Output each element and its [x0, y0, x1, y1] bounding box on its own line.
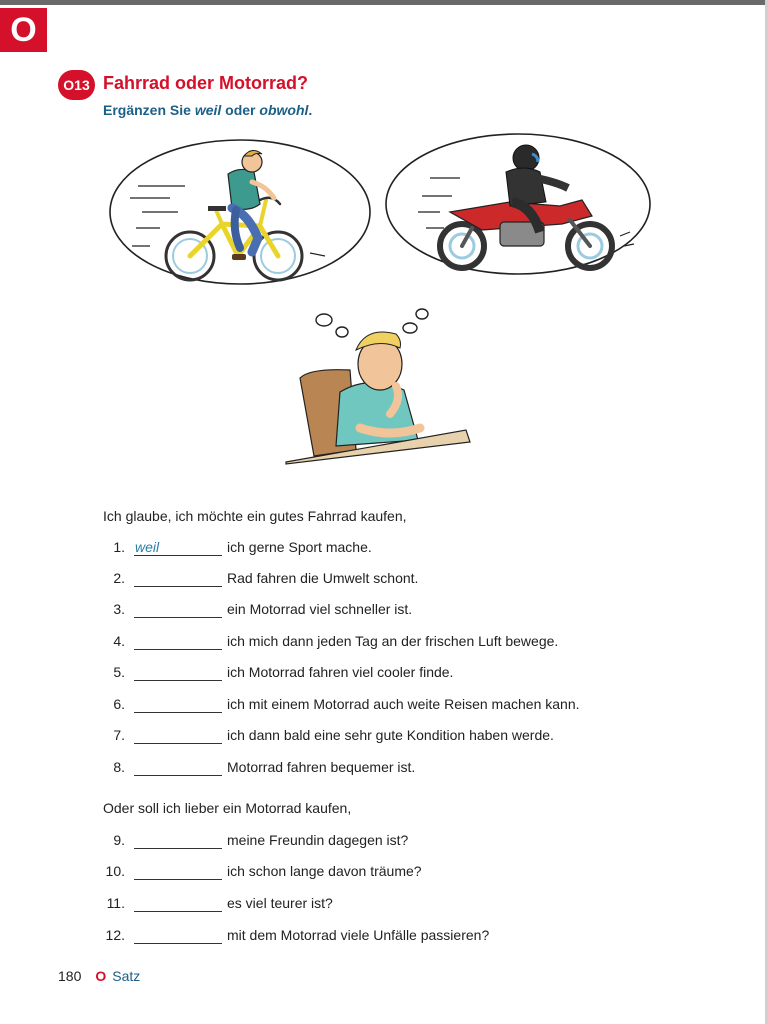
item-text: Rad fahren die Umwelt schont. — [227, 570, 419, 586]
answer-blank[interactable] — [134, 863, 222, 880]
answer-blank[interactable] — [134, 727, 222, 744]
illustration — [100, 128, 660, 478]
instruction-word-obwohl: obwohl — [259, 102, 309, 118]
answer-blank[interactable] — [134, 633, 222, 650]
instruction-suffix: . — [308, 102, 313, 118]
item-text: ich gerne Sport mache. — [227, 539, 372, 555]
answer-blank[interactable] — [134, 696, 222, 713]
footer-section: Satz — [112, 968, 141, 984]
item-number: 1. — [113, 539, 125, 555]
item-text: es viel teurer ist? — [227, 895, 333, 911]
answer-blank[interactable]: weil — [134, 539, 222, 556]
item-number: 12. — [105, 927, 125, 943]
exercise-item — [103, 832, 663, 854]
item-number: 9. — [113, 832, 125, 848]
exercise-item — [103, 759, 663, 781]
page-footer — [58, 968, 140, 984]
exercise-title: Fahrrad oder Motorrad? — [103, 73, 309, 93]
answer-blank[interactable] — [134, 895, 222, 912]
exercise-item — [103, 895, 663, 917]
exercise-number-badge: O13 — [58, 70, 95, 100]
item-number: 2. — [113, 570, 125, 586]
item-number: 5. — [113, 664, 125, 680]
item-text: mit dem Motorrad viele Unfälle passieren? — [227, 927, 490, 943]
exercise-item — [103, 727, 663, 749]
exercise-item — [103, 927, 663, 949]
answer-blank[interactable] — [134, 927, 222, 944]
group1-intro: Ich glaube, ich möchte ein gutes Fahrrad kaufen, — [103, 508, 407, 524]
instruction-word-weil: weil — [194, 102, 222, 118]
exercise-item — [103, 863, 663, 885]
exercise-instruction — [103, 102, 312, 118]
item-number: 3. — [113, 601, 125, 617]
answer-blank[interactable] — [134, 759, 222, 776]
exercise-item — [103, 696, 663, 718]
answer-blank[interactable] — [134, 832, 222, 849]
item-number: 7. — [113, 727, 125, 743]
exercise-item — [103, 633, 663, 655]
page-number: 180 — [58, 968, 82, 984]
item-number: 4. — [113, 633, 125, 649]
exercise-item — [103, 539, 663, 561]
item-text: ich schon lange davon träume? — [227, 863, 422, 879]
instruction-mid: oder — [221, 102, 260, 118]
motorbike-thought-bubble — [386, 134, 650, 274]
item-text: ich mich dann jeden Tag an der frischen Luft bewege. — [227, 633, 559, 649]
answer-blank[interactable] — [134, 601, 222, 618]
footer-chapter: O — [95, 968, 107, 984]
item-number: 6. — [113, 696, 125, 712]
item-text: ich Motorrad fahren viel cooler finde. — [227, 664, 454, 680]
item-number: 8. — [113, 759, 125, 775]
item-text: ein Motorrad viel schneller ist. — [227, 601, 413, 617]
thinking-man-figure — [286, 332, 470, 464]
exercise-item — [103, 664, 663, 686]
instruction-prefix: Ergänzen Sie — [103, 102, 195, 118]
group2-intro: Oder soll ich lieber ein Motorrad kaufen, — [103, 800, 352, 816]
item-text: Motorrad fahren bequemer ist. — [227, 759, 416, 775]
answer-blank[interactable] — [134, 570, 222, 587]
thought-dots — [316, 309, 428, 337]
item-number: 10. — [105, 863, 125, 879]
item-text: meine Freundin dagegen ist? — [227, 832, 409, 848]
item-number: 11. — [106, 895, 125, 911]
bicycle-thought-bubble — [110, 140, 370, 284]
answer-blank[interactable] — [134, 664, 222, 681]
exercise-item — [103, 570, 663, 592]
item-text: ich mit einem Motorrad auch weite Reisen machen kann. — [227, 696, 580, 712]
top-rule — [0, 0, 768, 5]
chapter-tab: O — [0, 8, 47, 52]
item-text: ich dann bald eine sehr gute Kondition haben werde. — [227, 727, 554, 743]
exercise-item — [103, 601, 663, 623]
